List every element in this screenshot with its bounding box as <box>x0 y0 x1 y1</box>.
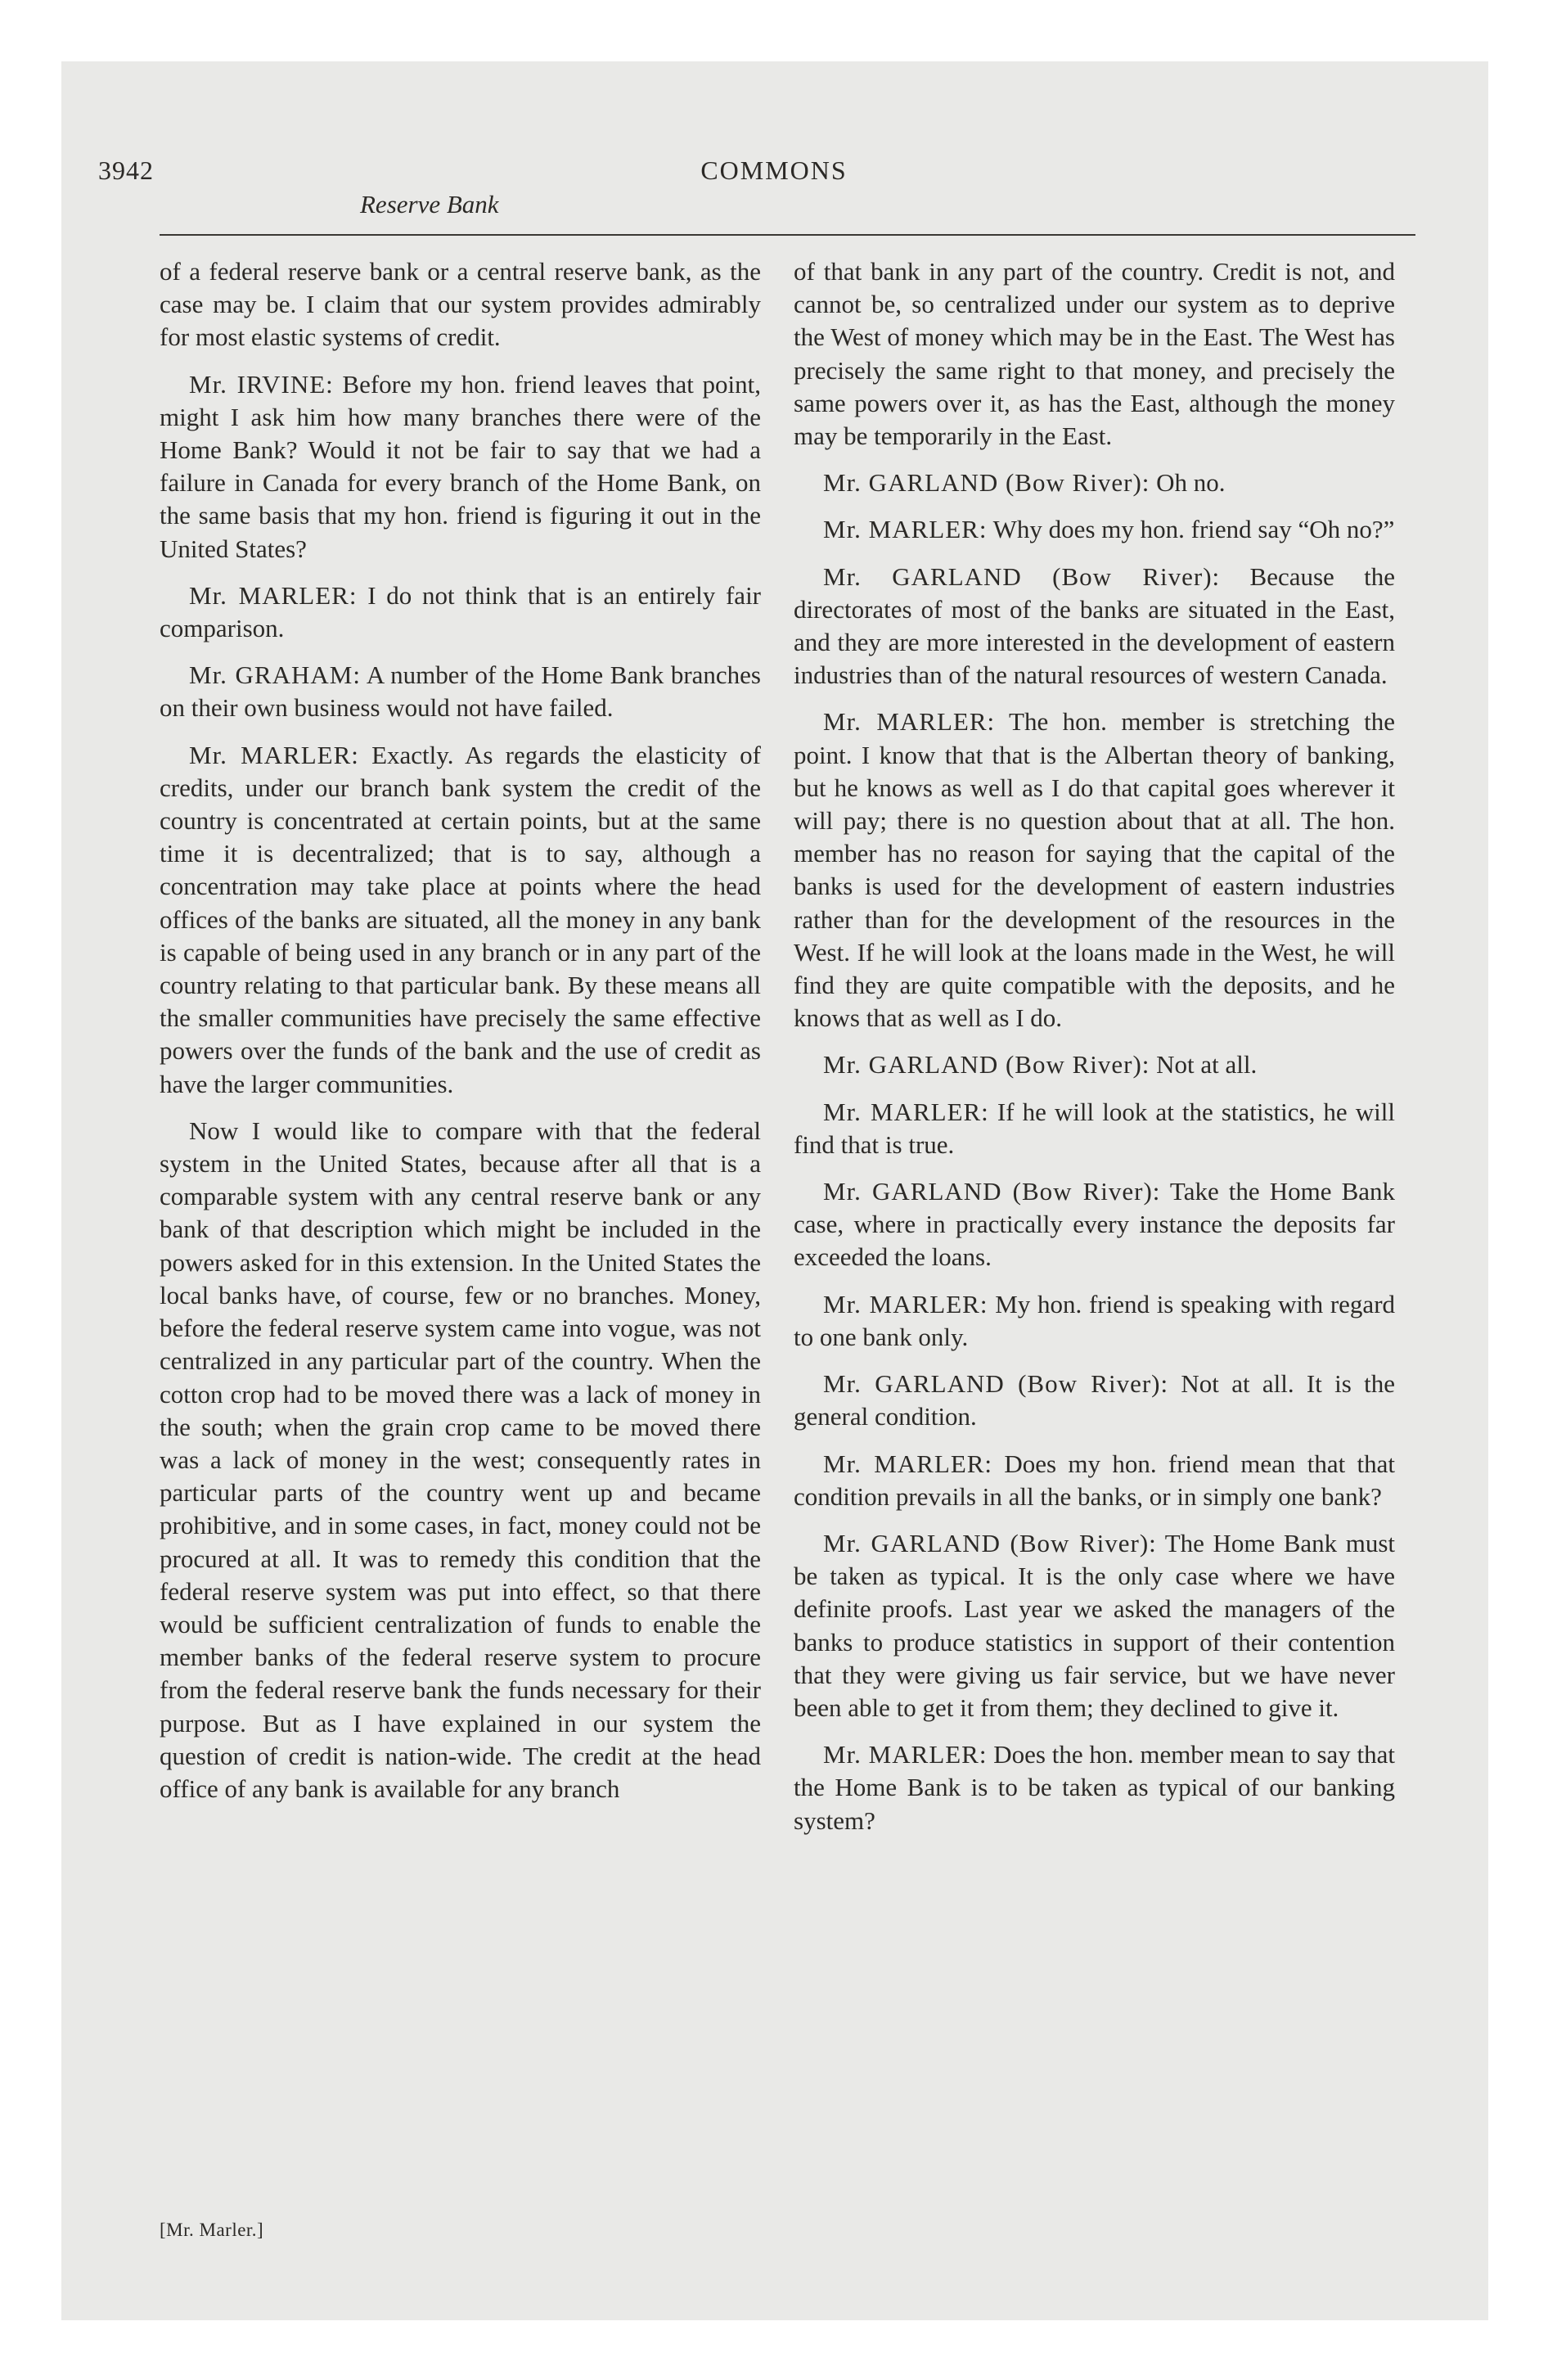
paragraph <box>794 1448 1395 1513</box>
paragraph-text: of a federal reserve bank or a central reserve bank, as the case may be. I claim that our system provides admirably for most elastic systems of credit. <box>160 257 761 352</box>
paragraph-text: The hon. member is stretching the point. I know that that is the Albertan theory of banking, but he knows as well as I do that capital goes wherever it will pay; there is no question about that at all. The hon. member has no reason for saying that the capital of the banks is used for the development of eastern industries rather than for the development of the resources in the West. If he will look at the loans made in the West, he will find they are quite compatible with the deposits, and he knows that as well as I do. <box>794 707 1395 1033</box>
paragraph-text: I do not think that is an entirely fair comparison. <box>160 580 761 643</box>
speaker-name: Mr. GARLAND (Bow River): <box>823 1177 1161 1206</box>
paragraph-text: Take the Home Bank case, where in practically every instance the deposits far exceeded the loans. <box>794 1177 1396 1272</box>
paragraph <box>794 1527 1395 1724</box>
paragraph <box>794 467 1395 499</box>
speaker-name: Mr. MARLER: <box>189 580 358 610</box>
paragraph-text: Before my hon. friend leaves that point, might I ask him how many branches there were of the Home Bank? Would it not be fair to say that we had a failure in Canada for every branch of the Home Bank, on the same basis that my hon. friend is figuring it out in the United States? <box>160 369 762 563</box>
speaker-name: Mr. IRVINE: <box>189 369 334 399</box>
page-number: 3942 <box>98 156 154 185</box>
paragraph <box>794 1738 1395 1837</box>
speaker-reference: [Mr. Marler.] <box>160 2220 264 2240</box>
paragraph <box>160 739 761 1101</box>
speaker-name: Mr. GARLAND (Bow River): <box>823 1050 1150 1080</box>
paragraph <box>794 1288 1395 1354</box>
right-column <box>794 255 1395 1851</box>
paragraph <box>794 513 1395 546</box>
paragraph <box>794 1175 1395 1274</box>
running-head: COMMONS <box>700 156 848 185</box>
paragraph <box>794 561 1395 692</box>
speaker-name: Mr. GARLAND (Bow River): <box>823 561 1221 591</box>
paragraph-text: Not at all. <box>1156 1050 1258 1080</box>
paragraph-text: Oh no. <box>1156 468 1226 498</box>
speaker-name: Mr. MARLER: <box>823 707 996 737</box>
speaker-name: Mr. GRAHAM: <box>189 660 361 690</box>
paragraph-text: Not at all. It is the general condition. <box>794 1369 1396 1431</box>
header-rule <box>160 234 1415 236</box>
paragraph-text: If he will look at the statistics, he will find that is true. <box>794 1097 1395 1159</box>
paragraph-text: Does my hon. friend mean that that condition prevails in all the banks, or in simply one bank? <box>794 1449 1396 1511</box>
paragraph-text: of that bank in any part of the country. Credit is not, and cannot be, so centralized under our system as to deprive the West of money which may be in the East. The West has precisely the same right to that money, and precisely the same powers over it, as has the East, although the money may be temporarily in the East. <box>794 257 1395 451</box>
paragraph <box>794 1368 1395 1433</box>
paragraph-text: The Home Bank must be taken as typical. It is the only case where we have definite proofs. Last year we asked the managers of the banks to produce statistics in support of their contention that they were giving us fair service, but we have never been able to get it from them; they declined to give it. <box>794 1528 1395 1722</box>
left-column <box>160 255 761 1819</box>
paragraph <box>160 368 761 566</box>
speaker-name: Mr. GARLAND (Bow River): <box>823 1369 1169 1399</box>
paragraph-text: A number of the Home Bank branches on their own business would not have failed. <box>160 660 761 723</box>
section-title: Reserve Bank <box>360 190 499 219</box>
paragraph <box>794 1048 1395 1081</box>
paragraph <box>794 255 1395 453</box>
speaker-name: Mr. GARLAND (Bow River): <box>823 1528 1157 1557</box>
speaker-name: Mr. MARLER: <box>823 515 988 544</box>
speaker-name: Mr. MARLER: <box>823 1449 993 1478</box>
speaker-name: Mr. MARLER: <box>189 740 359 769</box>
speaker-name: Mr. GARLAND (Bow River): <box>823 468 1150 498</box>
paragraph <box>160 579 761 645</box>
speaker-name: Mr. MARLER: <box>823 1289 988 1318</box>
paragraph <box>794 705 1395 1034</box>
paragraph-text: My hon. friend is speaking with regard to one bank only. <box>794 1289 1396 1351</box>
paragraph-text: Because the directorates of most of the banks are situated in the East, and they are more interested in the development of eastern industries than of the natural resources of western Canada. <box>794 561 1396 690</box>
paragraph-text: Does the hon. member mean to say that the Home Bank is to be taken as typical of our banking system? <box>794 1740 1396 1835</box>
paragraph <box>160 255 761 354</box>
speaker-name: Mr. MARLER: <box>823 1097 989 1126</box>
paragraph <box>160 1115 761 1805</box>
paragraph-text: Exactly. As regards the elasticity of credits, under our branch bank system the credit of the country is concentrated at certain points, but at the same time it is decentralized; that is to say, although a concentration may take place at points where the head offices of the banks are situated, all the money in any bank is capable of being used in any branch or in any part of the country relating to that particular bank. By these means all the smaller communities have precisely the same effective powers over the funds of the bank and the use of credit as have the larger communities. <box>160 740 761 1098</box>
paragraph <box>160 659 761 724</box>
paragraph <box>794 1096 1395 1161</box>
paragraph-text: Now I would like to compare with that the federal system in the United States, because after all that is a comparable system with any central reserve bank or any bank of that description which might be included in the powers asked for in this extension. In the United States the local banks have, of course, few or no branches. Money, before the federal reserve system came into vogue, was not centralized in any particular part of the country. When the cotton crop had to be moved there was a lack of money in the south; when the grain crop came to be moved there was a lack of money in the west; consequently rates in particular parts of the country went up and became prohibitive, and in some cases, in fact, money could not be procured at all. It was to remedy this condition that the federal reserve system was put into effect, so that there would be sufficient centralization of funds to enable the member banks of the federal reserve system to procure from the federal reserve bank the funds necessary for their purpose. But as I have explained in our system the question of credit is nation-wide. The credit at the head office of any bank is available for any branch <box>160 1116 761 1803</box>
speaker-name: Mr. MARLER: <box>823 1740 988 1769</box>
paragraph-text: Why does my hon. friend say “Oh no?” <box>992 515 1395 544</box>
